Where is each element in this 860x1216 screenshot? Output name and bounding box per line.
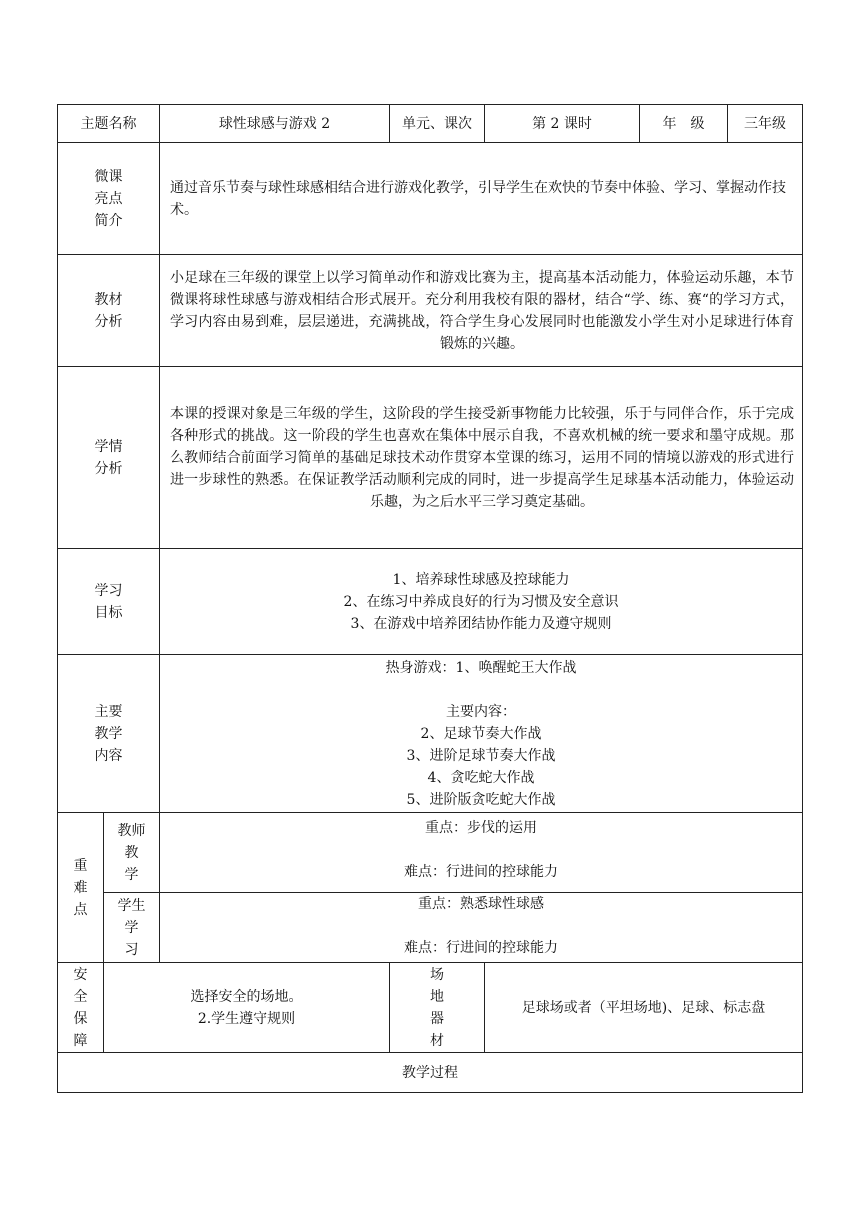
main-content-title: 主要内容： xyxy=(446,703,516,720)
learners-text: 本课的授课对象是三年级的学生，这阶段的学生接受新事物能力比较强，乐于与同伴合作，乐于完成各种形式的挑战。这一阶段的学生也喜欢在集体中展示自我，不喜欢机械的统一要求和墨守成规。那么教师结合前面学习简单的基础足球技术动作贯穿本堂课的练习，运用不同的情境以游戏的形式进行进一步球性的熟悉。在保证教学活动顺利完成的同时，进一步提高学生足球基本活动能力，体验运动乐趣，为之后水平三学习奠定基础。 xyxy=(160,367,803,549)
highlights-label: 微课 亮点 简介 xyxy=(58,143,160,255)
objectives-list xyxy=(160,549,803,655)
content-list xyxy=(160,655,803,813)
objectives-label: 学习 目标 xyxy=(58,549,160,655)
key-points-label: 重 难 点 xyxy=(58,813,104,963)
header-row xyxy=(58,105,803,143)
equipment-text: 足球场或者（平坦场地)、足球、标志盘 xyxy=(485,963,803,1053)
content-item: 5、进阶版贪吃蛇大作战 xyxy=(406,791,556,808)
student-points-row xyxy=(58,893,803,963)
objective-item: 3、在游戏中培养团结协作能力及遵守规则 xyxy=(350,615,612,632)
teacher-label: 教师 教 学 xyxy=(104,813,160,893)
grade-label: 年 级 xyxy=(640,105,728,143)
material-label: 教材 分析 xyxy=(58,255,160,367)
safety-label: 安 全 保 障 xyxy=(58,963,104,1053)
learners-label: 学情 分析 xyxy=(58,367,160,549)
objective-item: 2、在练习中养成良好的行为习惯及安全意识 xyxy=(343,593,619,610)
process-title: 教学过程 xyxy=(58,1053,803,1093)
topic-value: 球性球感与游戏 2 xyxy=(160,105,390,143)
student-points xyxy=(160,893,803,963)
material-row xyxy=(58,255,803,367)
safety-row xyxy=(58,963,803,1053)
unit-label: 单元、课次 xyxy=(390,105,485,143)
warmup-item: 热身游戏：1、唤醒蛇王大作战 xyxy=(385,659,577,676)
process-row xyxy=(58,1053,803,1093)
teacher-difficulty: 难点：行进间的控球能力 xyxy=(404,864,558,880)
content-label: 主要 教学 内容 xyxy=(58,655,160,813)
teacher-points-row xyxy=(58,813,803,893)
topic-label: 主题名称 xyxy=(58,105,160,143)
objectives-row xyxy=(58,549,803,655)
student-difficulty: 难点：行进间的控球能力 xyxy=(404,940,558,956)
content-item: 3、进阶足球节奏大作战 xyxy=(406,747,556,764)
content-item: 2、足球节奏大作战 xyxy=(420,725,542,742)
material-text: 小足球在三年级的课堂上以学习简单动作和游戏比赛为主，提高基本活动能力，体验运动乐趣，本节微课将球性球感与游戏相结合形式展开。充分利用我校有限的器材，结合“学、练、赛“的学习方式，学习内容由易到难，层层递进，充满挑战，符合学生身心发展同时也能激发小学生对小足球进行体育锻炼的兴趣。 xyxy=(160,255,803,367)
learners-row xyxy=(58,367,803,549)
student-label: 学生 学 习 xyxy=(104,893,160,963)
grade-value: 三年级 xyxy=(728,105,803,143)
lesson-plan-table xyxy=(57,104,803,1093)
objective-item: 1、培养球性球感及控球能力 xyxy=(392,571,570,588)
equipment-label: 场 地 器 材 xyxy=(390,963,485,1053)
highlights-text: 通过音乐节奏与球性球感相结合进行游戏化教学，引导学生在欢快的节奏中体验、学习、掌握动作技术。 xyxy=(160,143,803,255)
content-item: 4、贪吃蛇大作战 xyxy=(427,769,535,786)
content-row xyxy=(58,655,803,813)
teacher-key-point: 重点：步伐的运用 xyxy=(425,820,537,836)
teacher-points xyxy=(160,813,803,893)
safety-text: 选择安全的场地。 2.学生遵守规则 xyxy=(104,963,390,1053)
highlights-row xyxy=(58,143,803,255)
student-key-point: 重点：熟悉球性球感 xyxy=(418,896,544,912)
unit-value: 第 2 课时 xyxy=(485,105,640,143)
